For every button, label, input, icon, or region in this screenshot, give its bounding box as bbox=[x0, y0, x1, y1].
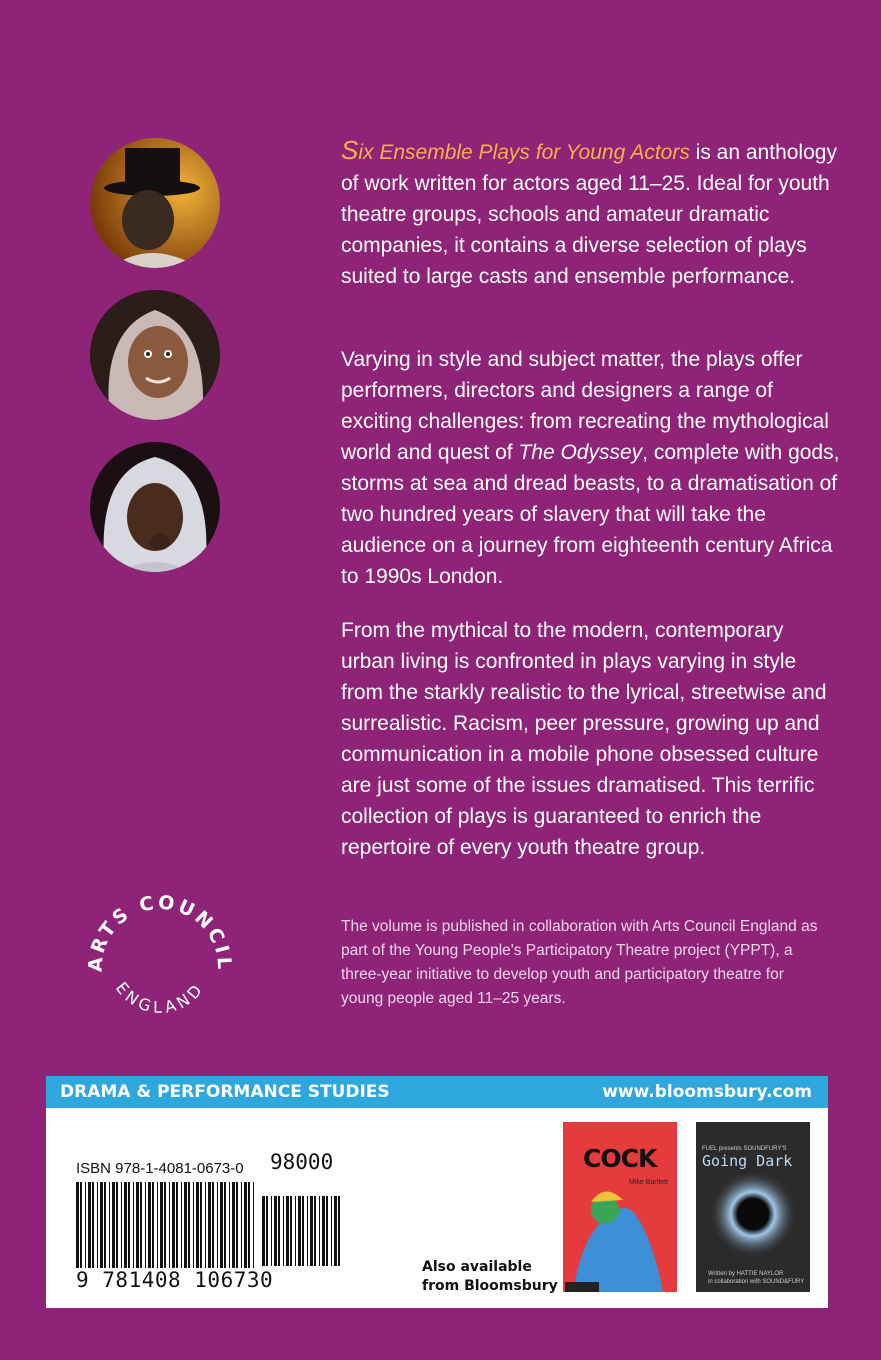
odyssey-title: The Odyssey bbox=[518, 441, 643, 464]
category-label: DRAMA & PERFORMANCE STUDIES bbox=[60, 1082, 390, 1102]
book1-author: Mike Bartlett bbox=[629, 1179, 668, 1186]
svg-text:ARTS COUNCIL bbox=[85, 891, 236, 972]
collaboration-note: The volume is published in collaboration with Arts Council England as part of the Young People's Participatory Theatre project (YPPT), a three-year initiative to develop youth and participatory theatre for young people aged 11–25 years. bbox=[341, 918, 818, 1007]
arts-council-logo bbox=[80, 875, 240, 1035]
photo-actor-hoodie bbox=[90, 442, 220, 572]
blurb-paragraph-2: Varying in style and subject matter, the plays offer performers, directors and designers a range of exciting challenges: from recreating the mythological world and quest of The Odyssey, complete with gods, storms at sea and dread beasts, to a dramatisation of two hundred years of slavery that will take the audience on a journey from eighteenth century Africa to 1990s London. bbox=[341, 348, 840, 588]
book2-credit: Written by HATTIE NAYLOR in collaboration with SOUND&FURY bbox=[708, 1271, 805, 1285]
svg-text:ENGLAND bbox=[112, 978, 208, 1017]
isbn-label: ISBN 978-1-4081-0673-0 bbox=[76, 1160, 244, 1177]
photo-actor-headscarf bbox=[90, 290, 220, 420]
price-addon-digits: 98000 bbox=[270, 1150, 334, 1174]
barcode-panel bbox=[46, 1108, 828, 1308]
logo-england-text: ENGLAND bbox=[111, 978, 209, 1017]
book-title: Six Ensemble Plays for Young Actors bbox=[341, 135, 690, 165]
also-available-label: Also available from Bloomsbury bbox=[422, 1259, 558, 1294]
logo-arts-council-text: ARTS COUNCIL bbox=[84, 891, 236, 973]
barcode-digits: 9 781408 106730 bbox=[76, 1268, 274, 1292]
book2-title: Going Dark bbox=[702, 1152, 793, 1170]
price-addon-barcode bbox=[262, 1196, 350, 1284]
category-band bbox=[46, 1076, 828, 1108]
book-cover-cock[interactable] bbox=[563, 1122, 677, 1292]
blurb-paragraph-3: From the mythical to the modern, contemporary urban living is confronted in plays varying in style from the starkly realistic to the lyrical, streetwise and surrealistic. Racism, peer pressure, growing up and communication in a mobile phone obsessed culture are just some of the issues dramatised. This terrific collection of plays is guaranteed to enrich the repertoire of every youth theatre group. bbox=[341, 619, 827, 859]
publisher-url[interactable]: www.bloomsbury.com bbox=[602, 1082, 812, 1102]
photo-actor-top-hat bbox=[90, 138, 220, 268]
blurb-paragraph-1: Six Ensemble Plays for Young Actors is an anthology of work written for actors aged 11–25. Ideal for youth theatre groups, schools and amateur dramatic companies, it contains a diverse selection of plays suited to large casts and ensemble performance. bbox=[341, 135, 837, 288]
book2-presenter: FUEL presents SOUNDFURY'S bbox=[702, 1146, 787, 1152]
book-cover-going-dark[interactable] bbox=[696, 1122, 810, 1292]
book1-title: COCK bbox=[583, 1144, 657, 1173]
